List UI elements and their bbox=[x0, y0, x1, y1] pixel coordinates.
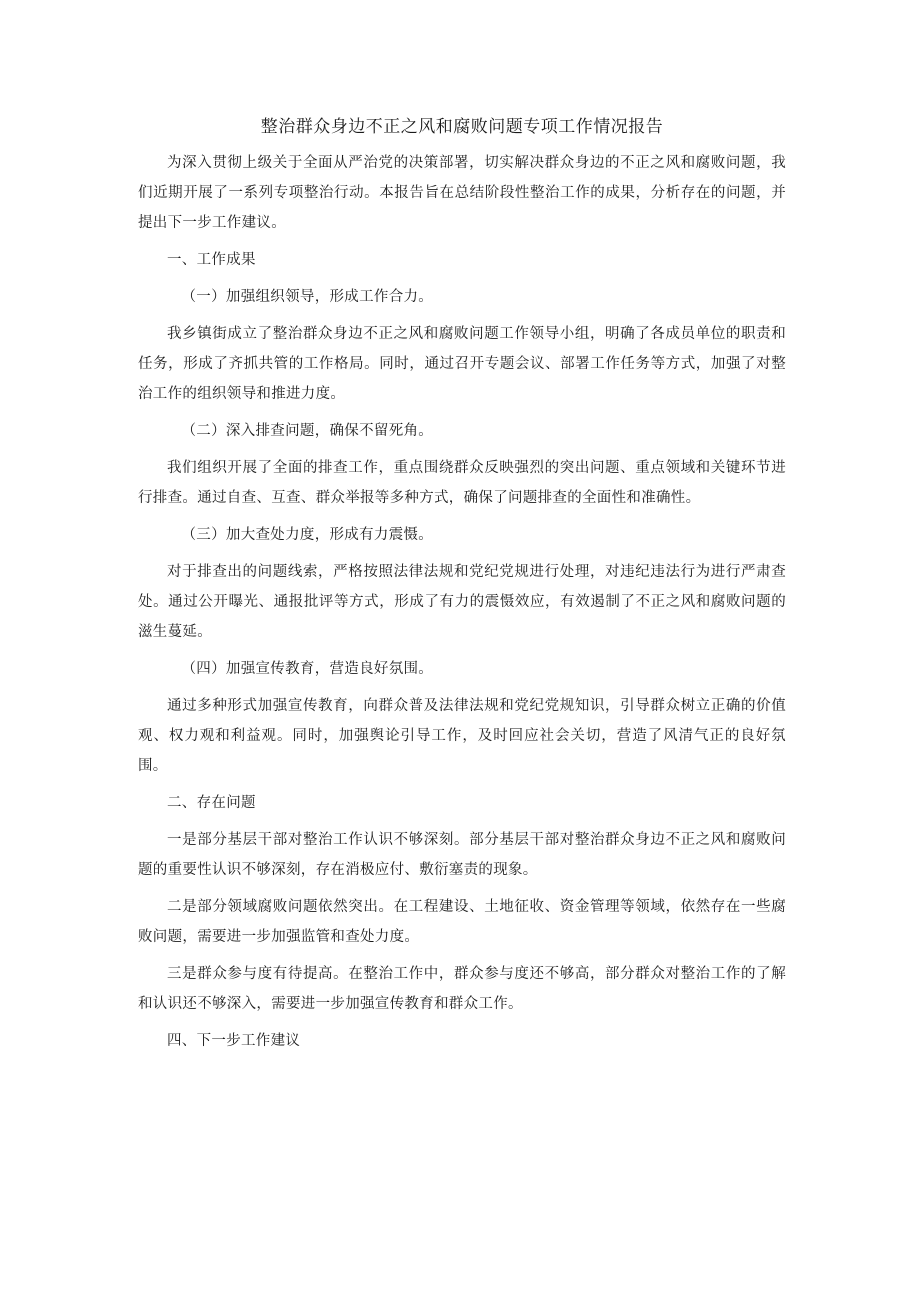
subsection-heading-enforcement: （三）加大查处力度，形成有力震慑。 bbox=[181, 527, 434, 543]
section-heading-achievements: 一、工作成果 bbox=[167, 252, 256, 268]
problem-paragraph-3: 三是群众参与度有待提高。在整治工作中，群众参与度还不够高，部分群众对整治工作的了解和认识还不够深入，需要进一步加强宣传教育和群众工作。 bbox=[138, 966, 786, 1012]
subsection-heading-investigation: （二）深入排查问题，确保不留死角。 bbox=[181, 423, 434, 439]
section-heading-problems: 二、存在问题 bbox=[167, 795, 256, 811]
document-page bbox=[138, 112, 786, 1063]
subsection-body-enforcement: 对于排查出的问题线索，严格按照法律法规和党纪党规进行处理，对违纪违法行为进行严肃查处。通过公开曝光、通报批评等方式，形成了有力的震慑效应，有效遏制了不正之风和腐败问题的滋生蔓延。 bbox=[138, 564, 786, 640]
subsection-heading-leadership: （一）加强组织领导，形成工作合力。 bbox=[181, 289, 434, 305]
intro-paragraph: 为深入贯彻上级关于全面从严治党的决策部署，切实解决群众身边的不正之风和腐败问题，我们近期开展了一系列专项整治行动。本报告旨在总结阶段性整治工作的成果，分析存在的问题，并提出下一步工作建议。 bbox=[138, 155, 786, 231]
subsection-heading-education: （四）加强宣传教育，营造良好氛围。 bbox=[181, 661, 434, 677]
problem-paragraph-2: 二是部分领域腐败问题依然突出。在工程建设、土地征收、资金管理等领域，依然存在一些腐败问题，需要进一步加强监管和查处力度。 bbox=[138, 899, 786, 945]
problem-paragraph-1: 一是部分基层干部对整治工作认识不够深刻。部分基层干部对整治群众身边不正之风和腐败问题的重要性认识不够深刻，存在消极应付、敷衍塞责的现象。 bbox=[138, 832, 786, 878]
document-title: 整治群众身边不正之风和腐败问题专项工作情况报告 bbox=[260, 117, 664, 137]
subsection-body-investigation: 我们组织开展了全面的排查工作，重点围绕群众反映强烈的突出问题、重点领域和关键环节进行排查。通过自查、互查、群众举报等多种方式，确保了问题排查的全面性和准确性。 bbox=[138, 460, 786, 506]
subsection-body-education: 通过多种形式加强宣传教育，向群众普及法律法规和党纪党规知识，引导群众树立正确的价值观、权力观和利益观。同时，加强舆论引导工作，及时回应社会关切，营造了风清气正的良好氛围。 bbox=[138, 698, 786, 774]
section-heading-next-steps: 四、下一步工作建议 bbox=[167, 1033, 301, 1049]
subsection-body-leadership: 我乡镇街成立了整治群众身边不正之风和腐败问题工作领导小组，明确了各成员单位的职责和任务，形成了齐抓共管的工作格局。同时，通过召开专题会议、部署工作任务等方式，加强了对整治工作的组织领导和推进力度。 bbox=[138, 326, 786, 402]
